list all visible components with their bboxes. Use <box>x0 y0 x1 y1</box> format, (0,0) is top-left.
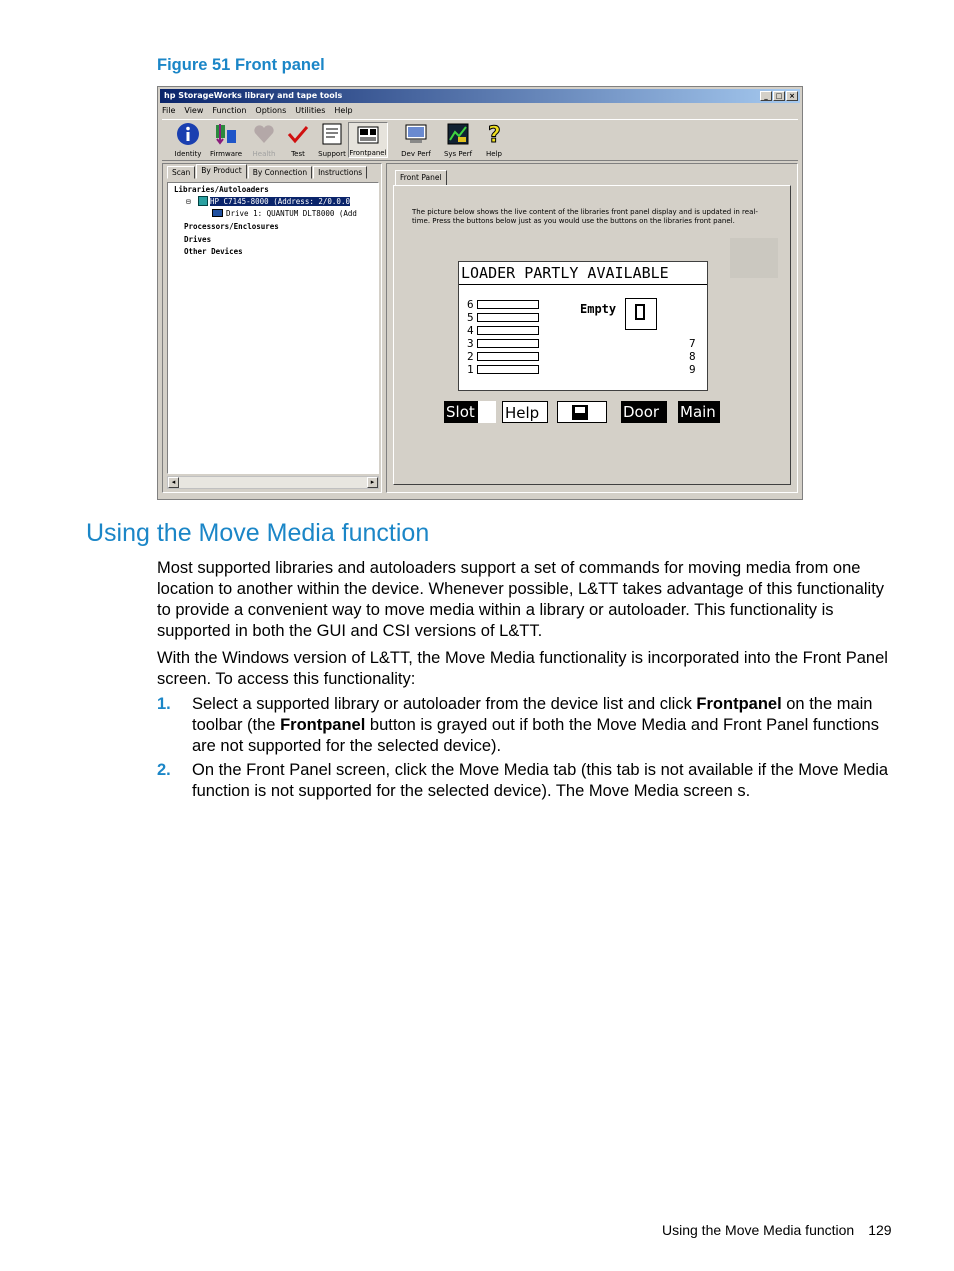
lcd-display <box>458 261 708 391</box>
chart-icon <box>438 122 478 146</box>
tab-front-panel[interactable]: Front Panel <box>395 170 447 186</box>
empty-label: Empty <box>580 302 617 316</box>
lcd-divider <box>459 284 707 285</box>
cartridge-icon <box>572 405 588 420</box>
drive-slot-number: 8 <box>689 350 696 363</box>
support-button[interactable]: Support <box>312 122 352 158</box>
minimize-button[interactable]: _ <box>760 91 772 101</box>
document-icon <box>312 122 352 146</box>
tree-item-device[interactable]: HP C7145-8000 (Address: 2/0.0.0 <box>210 197 350 206</box>
slot-bar <box>477 313 539 322</box>
tree-expand-icon[interactable]: ⊟ <box>186 197 191 206</box>
door-button[interactable]: Door <box>621 401 667 423</box>
library-icon <box>198 196 208 206</box>
slot-bar <box>477 352 539 361</box>
help-panel-button[interactable]: Help <box>502 401 548 423</box>
device-tree[interactable] <box>167 182 379 474</box>
info-icon <box>168 122 208 146</box>
slot-number: 6 <box>467 298 474 311</box>
tab-instructions[interactable]: Instructions <box>313 166 367 179</box>
tree-item-drives[interactable]: Drives <box>184 235 212 244</box>
frontpanel-term: Frontpanel <box>280 716 366 734</box>
menu-file[interactable]: File <box>162 106 176 115</box>
step-1-text: Select a supported library or autoloader from the device list and click Frontpanel on the main toolbar (the Frontpanel button is grayed out if both the Move Media and Front Panel functions are not supported for the selected device). <box>192 695 879 755</box>
slot-number: 2 <box>467 350 474 363</box>
slot-number: 4 <box>467 324 474 337</box>
slot-bar <box>477 300 539 309</box>
cartridge-button[interactable] <box>557 401 607 423</box>
tape-drive-icon <box>212 209 223 217</box>
menu-function[interactable]: Function <box>212 106 247 115</box>
main-button[interactable]: Main <box>678 401 720 423</box>
tab-scan[interactable]: Scan <box>167 166 195 179</box>
help-icon <box>474 122 514 146</box>
step-2-text: On the Front Panel screen, click the Move Media tab (this tab is not available if the Move Media function is not supported for the selected device). The Move Media screen s. <box>192 761 889 800</box>
device-list-tabs <box>167 166 368 179</box>
health-button[interactable]: Health <box>244 122 284 158</box>
scroll-right-icon[interactable]: ▸ <box>367 477 378 488</box>
slot-button-pad <box>478 401 496 423</box>
drive-empty-indicator <box>625 298 657 330</box>
firmware-button[interactable]: Firmware <box>206 122 246 158</box>
panel-placeholder <box>730 238 778 278</box>
slot-bar <box>477 326 539 335</box>
tree-item-drive[interactable]: Drive 1: QUANTUM DLT8000 (Add <box>226 209 357 218</box>
step-number: 1. <box>157 695 171 713</box>
page-number: 129 <box>868 1222 892 1238</box>
slot-button[interactable]: Slot <box>444 401 478 423</box>
main-toolbar <box>162 119 798 161</box>
slot-bar <box>477 339 539 348</box>
tree-item-other[interactable]: Other Devices <box>184 247 243 256</box>
device-list-pane <box>162 163 382 493</box>
front-panel-content <box>393 185 791 485</box>
menu-help[interactable]: Help <box>334 106 353 115</box>
cartridge-outline-icon <box>635 304 645 320</box>
monitor-icon <box>396 122 436 146</box>
drive-slot-number: 9 <box>689 363 696 376</box>
help-button[interactable]: ? Help <box>474 122 514 158</box>
tab-by-product[interactable]: By Product <box>196 164 246 179</box>
dev-perf-button[interactable]: Dev Perf <box>396 122 436 158</box>
app-window <box>157 86 803 500</box>
horizontal-scrollbar[interactable] <box>167 476 379 489</box>
slot-bar <box>477 365 539 374</box>
footer-title: Using the Move Media function <box>662 1222 855 1238</box>
maximize-button[interactable]: □ <box>773 91 785 101</box>
tab-by-connection[interactable]: By Connection <box>248 166 312 179</box>
tree-item-libraries[interactable]: Libraries/Autoloaders <box>174 185 269 194</box>
svg-text:?: ? <box>488 123 501 146</box>
menu-options[interactable]: Options <box>255 106 287 115</box>
sys-perf-button[interactable]: Sys Perf <box>438 122 478 158</box>
window-titlebar <box>160 89 800 103</box>
tree-item-processors[interactable]: Processors/Enclosures <box>184 222 279 231</box>
figure-caption: Figure 51 Front panel <box>157 56 325 74</box>
front-panel-pane <box>386 163 798 493</box>
frontpanel-term: Frontpanel <box>696 695 782 713</box>
title-buttons <box>760 91 798 101</box>
slot-number: 5 <box>467 311 474 324</box>
slot-number: 3 <box>467 337 474 350</box>
firmware-icon <box>206 122 246 146</box>
drive-slot-number: 7 <box>689 337 696 350</box>
menu-utilities[interactable]: Utilities <box>295 106 326 115</box>
frontpanel-button[interactable]: Frontpanel <box>348 122 388 158</box>
close-button[interactable]: × <box>786 91 798 101</box>
scroll-left-icon[interactable]: ◂ <box>168 477 179 488</box>
menu-bar <box>162 104 353 117</box>
slot-number: 1 <box>467 363 474 376</box>
page-footer <box>662 1222 892 1238</box>
lcd-status: LOADER PARTLY AVAILABLE <box>461 264 669 282</box>
frontpanel-icon <box>349 123 387 147</box>
identity-button[interactable]: Identity <box>168 122 208 158</box>
front-panel-description: The picture below shows the live content of the libraries front panel display and is updated in real-time. Press the buttons below just as you would use the buttons on the libraries front panel. <box>412 208 758 225</box>
window-title: hp StorageWorks library and tape tools <box>164 91 343 100</box>
test-button[interactable]: Test <box>278 122 318 158</box>
paragraph-windows: With the Windows version of L&TT, the Move Media functionality is incorporated into the Front Panel screen. To access this functionality: <box>157 649 888 688</box>
section-title: Using the Move Media function <box>86 519 430 547</box>
menu-view[interactable]: View <box>184 106 204 115</box>
paragraph-intro: Most supported libraries and autoloaders support a set of commands for moving media from one location to another within the device. Whenever possible, L&TT takes advantage of this functionality to provide a convenient way to move media within a library or autoloader. This functionality is supported in both the GUI and CSI versions of L&TT. <box>157 559 885 640</box>
step-number: 2. <box>157 761 171 779</box>
